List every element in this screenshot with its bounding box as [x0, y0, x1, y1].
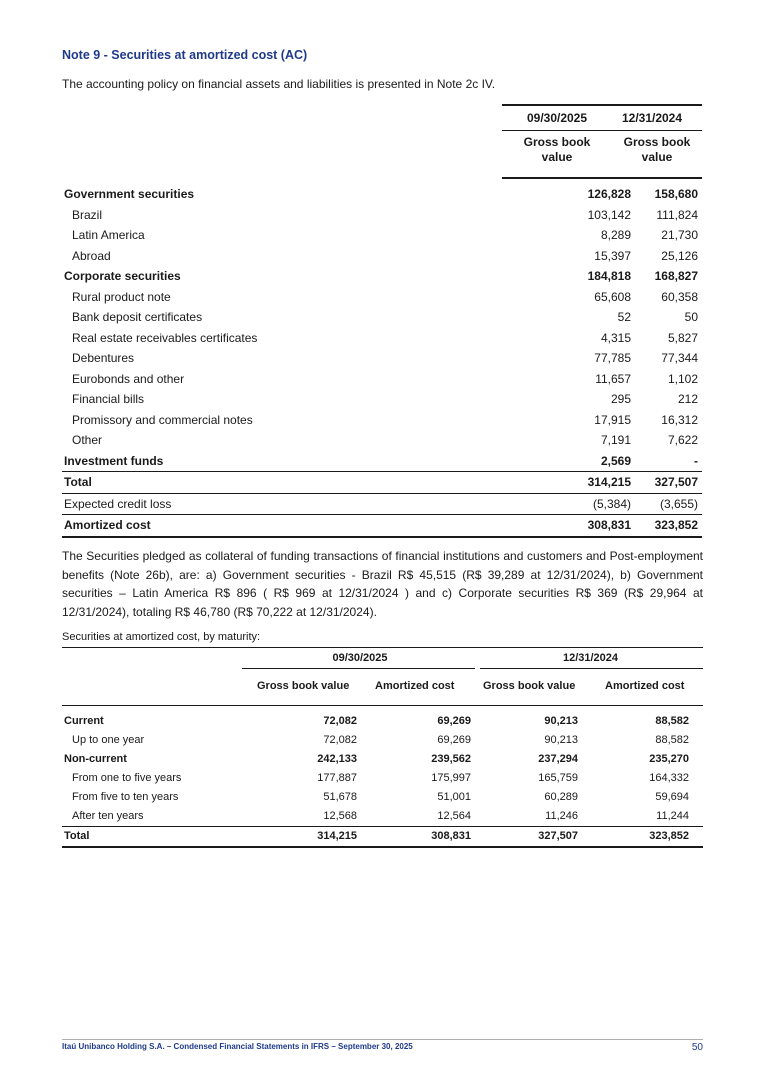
- table-row: [62, 369, 702, 390]
- row-value: 51,001: [437, 791, 471, 803]
- sub-col-1: Gross book value: [523, 135, 591, 164]
- row-label: Latin America: [72, 228, 145, 242]
- row-label: From one to five years: [72, 772, 182, 784]
- table-row: [62, 205, 702, 226]
- row-value-2: 25,126: [661, 248, 698, 263]
- row-value-1: 4,315: [600, 330, 631, 345]
- page-number: 50: [691, 1042, 703, 1053]
- table-row: [62, 266, 702, 287]
- row-value: 90,213: [544, 734, 578, 746]
- row-value: 323,852: [649, 830, 689, 842]
- row-value: 72,082: [323, 734, 357, 746]
- table-row: [62, 389, 702, 410]
- row-value-2: -: [694, 453, 698, 468]
- row-value: 177,887: [317, 772, 357, 784]
- table-sub-header: [502, 131, 702, 179]
- row-value: 314,215: [317, 830, 357, 842]
- table-row: [62, 328, 702, 349]
- row-label: Bank deposit certificates: [72, 310, 203, 324]
- row-value-1: 17,915: [594, 412, 631, 427]
- row-label: Real estate receivables certificates: [72, 330, 258, 345]
- maturity-table: [62, 647, 703, 848]
- table-row: [62, 287, 702, 308]
- table-row-total: [62, 471, 702, 494]
- row-value-1: 52: [617, 310, 631, 324]
- table-row: [62, 410, 702, 431]
- table-row: [62, 430, 702, 451]
- row-value: 60,289: [544, 791, 578, 803]
- table-row: [62, 348, 702, 369]
- table-row-amortized: [62, 514, 702, 538]
- row-value-2: 168,827: [654, 269, 698, 283]
- intro-text: The accounting policy on financial assets and liabilities is presented in Note 2c IV.: [62, 77, 496, 91]
- row-value-2: 5,827: [667, 330, 698, 345]
- row-label: Financial bills: [72, 392, 145, 406]
- row-label: Corporate securities: [64, 269, 181, 283]
- row-label: Other: [72, 433, 103, 447]
- table-row: [62, 184, 702, 205]
- row-value: 235,270: [649, 753, 689, 765]
- table-row: [62, 225, 702, 246]
- row-value-1: 15,397: [594, 248, 631, 263]
- row-value-1: 308,831: [587, 518, 631, 532]
- row-label: Total: [64, 475, 92, 489]
- row-value-2: 212: [677, 392, 698, 406]
- row-value-2: (3,655): [659, 496, 698, 511]
- row-value-1: 65,608: [594, 289, 631, 304]
- row-value: 175,997: [431, 772, 471, 784]
- row-value: 11,246: [545, 810, 578, 822]
- col-2: Amortized cost: [375, 680, 455, 692]
- row-value-1: 103,142: [587, 207, 631, 222]
- row-value-2: 111,824: [656, 207, 698, 222]
- row-value: 242,133: [317, 753, 357, 765]
- row-value: 12,568: [323, 810, 357, 822]
- table-row: [62, 807, 703, 826]
- table-row: [62, 769, 703, 788]
- table-row: [62, 750, 703, 769]
- col-4: Amortized cost: [605, 680, 685, 692]
- collateral-paragraph: The Securities pledged as collateral of funding transactions of financial institutions and customers and Post-employment benefits (Note 26b), are: a) Government securities - Brazil R$ 45,515 (R$ 39,289 at 12/31/2024), b) Government securities – Latin America R$ 896 ( R$ 969 at 12/31/2024 ) and c) Corporate securities R$ 369 (R$ 29,964 at 12/31/2024), totaling R$ 46,780 (R$ 70,222 at 12/31/2024).: [62, 549, 703, 619]
- row-value-2: 21,730: [661, 228, 698, 242]
- table-row: [62, 731, 703, 750]
- group-1: 09/30/2025: [332, 652, 388, 664]
- row-value-1: 11,657: [595, 371, 631, 386]
- row-label: Total: [64, 830, 90, 842]
- row-value: 90,213: [544, 715, 578, 727]
- row-label: Investment funds: [64, 453, 164, 468]
- row-value-1: 126,828: [587, 187, 631, 201]
- row-value-1: 8,289: [600, 228, 631, 242]
- table-row: [62, 788, 703, 807]
- column-header: [62, 669, 703, 706]
- row-label: Current: [64, 715, 104, 727]
- row-label: Abroad: [72, 248, 111, 263]
- row-value-2: 7,622: [667, 433, 698, 447]
- row-label: After ten years: [72, 810, 144, 822]
- row-value-1: 77,785: [594, 351, 631, 365]
- row-label: Eurobonds and other: [72, 371, 185, 386]
- row-label: Up to one year: [72, 734, 145, 746]
- row-value-1: (5,384): [592, 496, 631, 511]
- row-label: Debentures: [72, 351, 135, 365]
- row-value: 69,269: [437, 734, 471, 746]
- row-value: 327,507: [538, 830, 578, 842]
- row-value-2: 50: [684, 310, 698, 324]
- sub-col-2: Gross book value: [623, 135, 691, 164]
- table-row: [62, 494, 702, 515]
- footer-text: Itaú Unibanco Holding S.A. – Condensed Financial Statements in IFRS – September 30, 2025: [62, 1042, 413, 1051]
- row-value-2: 60,358: [661, 289, 698, 304]
- row-value: 88,582: [655, 734, 689, 746]
- row-value-1: 2,569: [600, 453, 631, 468]
- row-label: Amortized cost: [64, 518, 151, 532]
- row-value: 165,759: [538, 772, 578, 784]
- col-1: Gross book value: [257, 680, 350, 692]
- group-header: [62, 647, 703, 669]
- date-col-2: 12/31/2024: [621, 111, 683, 125]
- table-date-header: [502, 104, 702, 131]
- row-value: 12,564: [437, 810, 471, 822]
- col-3: Gross book value: [483, 680, 576, 692]
- group-2: 12/31/2024: [562, 652, 619, 664]
- table-row: [62, 307, 702, 328]
- row-value-2: 1,102: [667, 371, 698, 386]
- table-row-total: [62, 826, 703, 848]
- row-value: 51,678: [323, 791, 357, 803]
- row-value: 308,831: [431, 830, 471, 842]
- row-value: 11,244: [656, 810, 689, 822]
- row-value-1: 7,191: [600, 433, 631, 447]
- row-label: Government securities: [64, 187, 195, 201]
- row-label: Promissory and commercial notes: [72, 412, 253, 427]
- row-value-1: 314,215: [587, 475, 631, 489]
- row-label: Rural product note: [72, 289, 171, 304]
- row-value: 59,694: [655, 791, 689, 803]
- row-value: 237,294: [538, 753, 578, 765]
- row-value-2: 77,344: [661, 351, 698, 365]
- row-value: 72,082: [323, 715, 357, 727]
- row-label: Brazil: [72, 207, 103, 222]
- row-value-1: 295: [610, 392, 631, 406]
- row-value: 69,269: [437, 715, 471, 727]
- note-title: Note 9 - Securities at amortized cost (AC): [62, 48, 308, 62]
- table-row: [62, 246, 702, 267]
- row-label: Expected credit loss: [64, 496, 172, 511]
- row-value: 239,562: [431, 753, 471, 765]
- table-row: [62, 451, 702, 472]
- table-row: [62, 712, 703, 731]
- securities-table: [62, 104, 702, 538]
- row-value-2: 158,680: [654, 187, 698, 201]
- row-value: 164,332: [649, 772, 689, 784]
- row-value: 88,582: [655, 715, 689, 727]
- row-value-2: 323,852: [654, 518, 698, 532]
- row-value-1: 184,818: [587, 269, 631, 283]
- footer-divider: [62, 1039, 703, 1040]
- row-label: Non-current: [64, 753, 127, 765]
- row-value-2: 327,507: [654, 475, 698, 489]
- maturity-caption: Securities at amortized cost, by maturity:: [62, 631, 261, 643]
- date-col-1: 09/30/2025: [526, 111, 588, 125]
- row-label: From five to ten years: [72, 791, 179, 803]
- row-value-2: 16,312: [661, 412, 698, 427]
